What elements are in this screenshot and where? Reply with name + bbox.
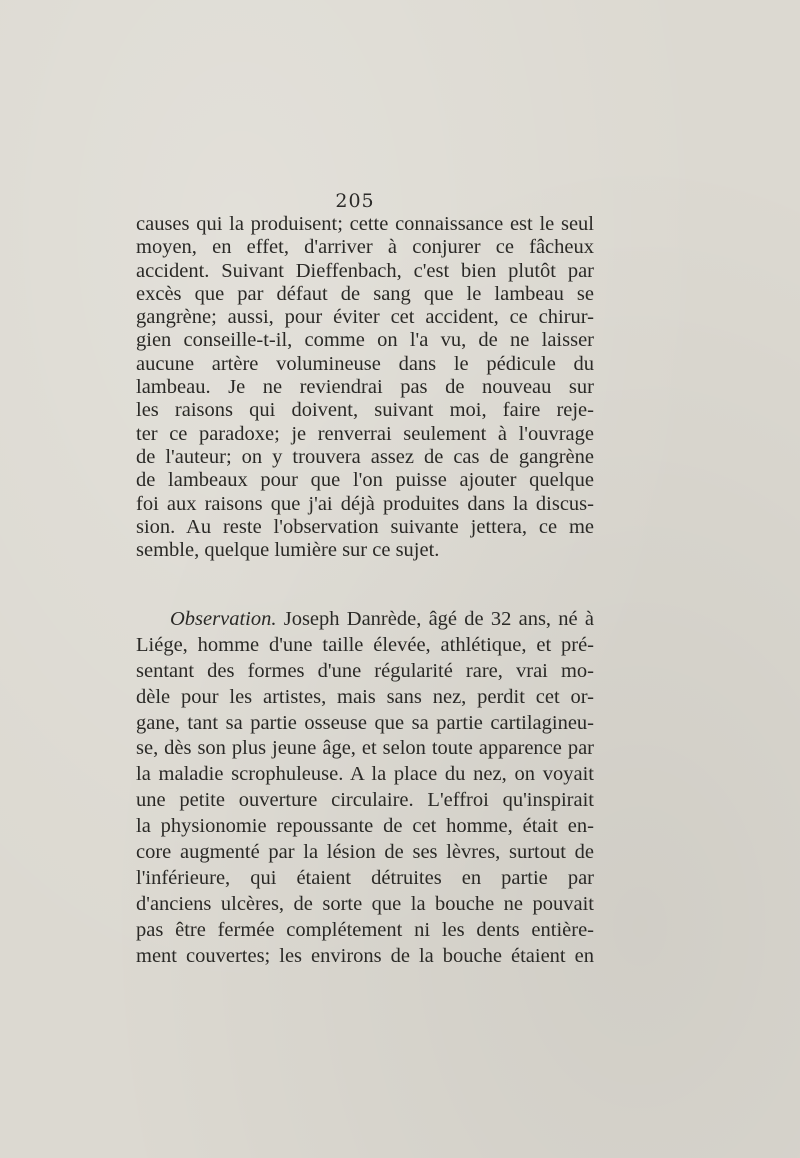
paragraph-2 <box>136 607 594 969</box>
text-line-rest: Joseph Danrède, âgé de 32 ans, né à <box>276 608 594 630</box>
page-number: 205 <box>335 190 375 212</box>
text-line: de l'auteur; on y trouvera assez de cas de gangrène <box>136 445 594 468</box>
text-line: core augmenté par la lésion de ses lèvres, surtout de <box>136 841 594 864</box>
text-line: causes qui la produisent; cette connaissance est le seul <box>136 213 594 235</box>
text-line: l'inférieure, qui étaient détruites en partie par <box>136 866 594 889</box>
text-line: d'anciens ulcères, de sorte que la bouche ne pouvait <box>136 892 594 915</box>
text-line: sion. Au reste l'observation suivante jettera, ce me <box>136 515 594 538</box>
paragraph-1 <box>136 213 594 562</box>
text-line: gien conseille-t-il, comme on l'a vu, de ne laisser <box>136 329 594 352</box>
text-line: accident. Suivant Dieffenbach, c'est bien plutôt par <box>136 259 594 282</box>
text-line: foi aux raisons que j'ai déjà produites dans la discus- <box>136 492 594 515</box>
text-line: ment couvertes; les environs de la bouche étaient en <box>136 944 594 967</box>
text-line: les raisons qui doivent, suivant moi, faire reje- <box>136 399 594 422</box>
text-line: ter ce paradoxe; je renverrai seulement à l'ouvrage <box>136 422 594 445</box>
text-line: gane, tant sa partie osseuse que sa partie cartilagineu- <box>136 711 594 734</box>
text-line: lambeau. Je ne reviendrai pas de nouveau sur <box>136 376 594 399</box>
text-line: se, dès son plus jeune âge, et selon toute apparence par <box>136 737 594 760</box>
text-line: gangrène; aussi, pour éviter cet accident, ce chirur- <box>136 306 594 329</box>
observation-heading: Observation. <box>170 608 277 630</box>
text-line: moyen, en effet, d'arriver à conjurer ce fâcheux <box>136 236 594 259</box>
text-line: la physionomie repoussante de cet homme, était en- <box>136 815 594 838</box>
text-line: la maladie scrophuleuse. A la place du nez, on voyait <box>136 763 594 786</box>
text-line: de lambeaux pour que l'on puisse ajouter quelque <box>136 469 594 492</box>
text-line: pas être fermée complétement ni les dents entière- <box>136 918 594 941</box>
text-line: dèle pour les artistes, mais sans nez, perdit cet or- <box>136 685 594 708</box>
text-line: sentant des formes d'une régularité rare, vrai mo- <box>136 659 594 682</box>
text-line: excès que par défaut de sang que le lambeau se <box>136 282 594 305</box>
text-line: aucune artère volumineuse dans le pédicule du <box>136 352 594 375</box>
text-line-first <box>136 607 594 633</box>
text-line: semble, quelque lumière sur ce sujet. <box>136 539 440 562</box>
text-line: une petite ouverture circulaire. L'effroi qu'inspirait <box>136 789 594 812</box>
text-line: Liége, homme d'une taille élevée, athlétique, et pré- <box>136 633 594 656</box>
